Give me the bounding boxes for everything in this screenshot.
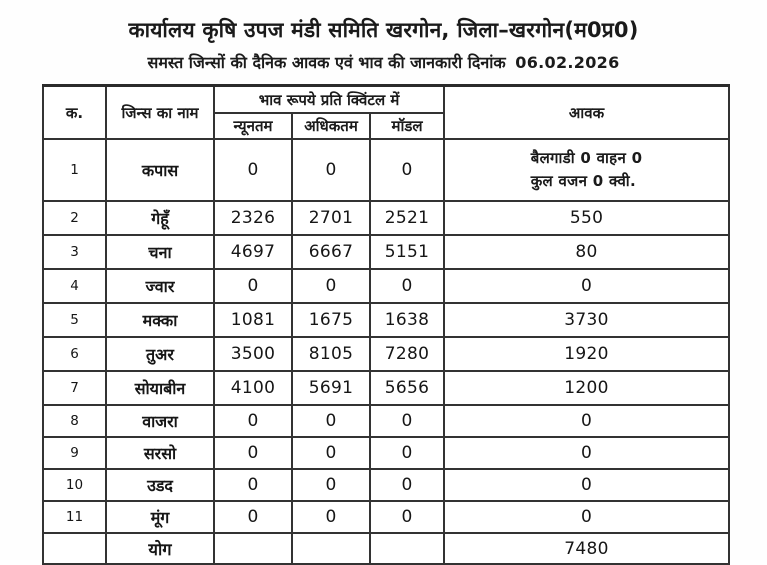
- table-row: [43, 303, 729, 337]
- table-row: [43, 501, 729, 533]
- col-header-max: अधिकतम: [292, 113, 370, 139]
- modal-price-cell: 2521: [370, 201, 444, 235]
- modal-price-cell: 0: [370, 437, 444, 469]
- arrival-cell: 1200: [444, 371, 729, 405]
- modal-price-cell: 0: [370, 405, 444, 437]
- arrival-cell: 0: [444, 501, 729, 533]
- commodity-cell: मूंग: [106, 501, 214, 533]
- modal-price-cell: 0: [370, 469, 444, 501]
- arrival-cell: 0: [444, 437, 729, 469]
- serial-cell: 3: [43, 235, 106, 269]
- table-row: [43, 405, 729, 437]
- max-price-cell: 5691: [292, 371, 370, 405]
- min-price-cell: 4100: [214, 371, 292, 405]
- table-row: [43, 337, 729, 371]
- table-row: [43, 235, 729, 269]
- serial-cell: [43, 533, 106, 564]
- commodity-cell: तुअर: [106, 337, 214, 371]
- table-row: [43, 437, 729, 469]
- modal-price-cell: 5656: [370, 371, 444, 405]
- serial-cell: 10: [43, 469, 106, 501]
- modal-price-cell: 0: [370, 139, 444, 201]
- table-row: [43, 201, 729, 235]
- total-arrival-cell: 7480: [444, 533, 729, 564]
- arrival-cell: 0: [444, 405, 729, 437]
- commodity-cell: वाजरा: [106, 405, 214, 437]
- modal-price-cell: 7280: [370, 337, 444, 371]
- modal-price-cell: 1638: [370, 303, 444, 337]
- col-header-commodity: जिन्स का नाम: [106, 86, 214, 140]
- document-title: कार्यालय कृषि उपज मंडी समिति खरगोन, जिला–खरगोन(म0प्र0): [128, 18, 639, 42]
- commodity-cell: गेहूँ: [106, 201, 214, 235]
- subtitle-text: समस्त जिन्सों की दैनिक आवक एवं भाव की जानकारी दिनांक: [147, 53, 506, 72]
- max-price-cell: 0: [292, 139, 370, 201]
- table-row: [43, 371, 729, 405]
- arrival-cell: 3730: [444, 303, 729, 337]
- arrival-cell: 0: [444, 269, 729, 303]
- max-price-cell: 2701: [292, 201, 370, 235]
- table-row: [43, 269, 729, 303]
- serial-cell: 6: [43, 337, 106, 371]
- serial-cell: 1: [43, 139, 106, 201]
- commodity-cell: उडद: [106, 469, 214, 501]
- arrival-cell: 0: [444, 469, 729, 501]
- modal-price-cell: 5151: [370, 235, 444, 269]
- max-price-cell: 0: [292, 405, 370, 437]
- arrival-detail-lines: बैलगाडी 0 वाहन 0 कुल वजन 0 क्वी.: [530, 148, 643, 190]
- col-header-modal: मॉडल: [370, 113, 444, 139]
- commodity-cell: सरसो: [106, 437, 214, 469]
- col-header-serial: क.: [43, 86, 106, 140]
- max-price-cell: 1675: [292, 303, 370, 337]
- max-price-cell: 6667: [292, 235, 370, 269]
- serial-cell: 2: [43, 201, 106, 235]
- table-row: [43, 139, 729, 201]
- col-header-min: न्यूनतम: [214, 113, 292, 139]
- min-price-cell: 0: [214, 405, 292, 437]
- document-subtitle: [0, 51, 767, 73]
- min-price-cell: 0: [214, 469, 292, 501]
- modal-price-cell: 0: [370, 501, 444, 533]
- serial-cell: 4: [43, 269, 106, 303]
- commodity-cell: चना: [106, 235, 214, 269]
- arrival-cell: [444, 139, 729, 201]
- total-row: [43, 533, 729, 564]
- max-price-cell: 0: [292, 501, 370, 533]
- min-price-cell: 0: [214, 501, 292, 533]
- min-price-cell: 2326: [214, 201, 292, 235]
- min-price-cell: 3500: [214, 337, 292, 371]
- col-header-price-group: भाव रूपये प्रति क्विंटल में: [214, 86, 444, 114]
- modal-price-cell: [370, 533, 444, 564]
- min-price-cell: 0: [214, 437, 292, 469]
- table-row: [43, 469, 729, 501]
- min-price-cell: 0: [214, 269, 292, 303]
- min-price-cell: 1081: [214, 303, 292, 337]
- min-price-cell: 0: [214, 139, 292, 201]
- serial-cell: 9: [43, 437, 106, 469]
- commodity-cell: सोयाबीन: [106, 371, 214, 405]
- arrival-cell: 550: [444, 201, 729, 235]
- serial-cell: 7: [43, 371, 106, 405]
- max-price-cell: [292, 533, 370, 564]
- arrival-cell: 80: [444, 235, 729, 269]
- min-price-cell: 4697: [214, 235, 292, 269]
- serial-cell: 5: [43, 303, 106, 337]
- col-header-arrival: आवक: [444, 86, 729, 140]
- commodity-cell: मक्का: [106, 303, 214, 337]
- arrival-cell: 1920: [444, 337, 729, 371]
- commodity-cell: ज्वार: [106, 269, 214, 303]
- report-date: 06.02.2026: [515, 53, 620, 72]
- max-price-cell: 0: [292, 437, 370, 469]
- commodity-rates-table: [42, 84, 730, 565]
- modal-price-cell: 0: [370, 269, 444, 303]
- min-price-cell: [214, 533, 292, 564]
- max-price-cell: 8105: [292, 337, 370, 371]
- total-label-cell: योग: [106, 533, 214, 564]
- commodity-cell: कपास: [106, 139, 214, 201]
- serial-cell: 11: [43, 501, 106, 533]
- max-price-cell: 0: [292, 269, 370, 303]
- serial-cell: 8: [43, 405, 106, 437]
- max-price-cell: 0: [292, 469, 370, 501]
